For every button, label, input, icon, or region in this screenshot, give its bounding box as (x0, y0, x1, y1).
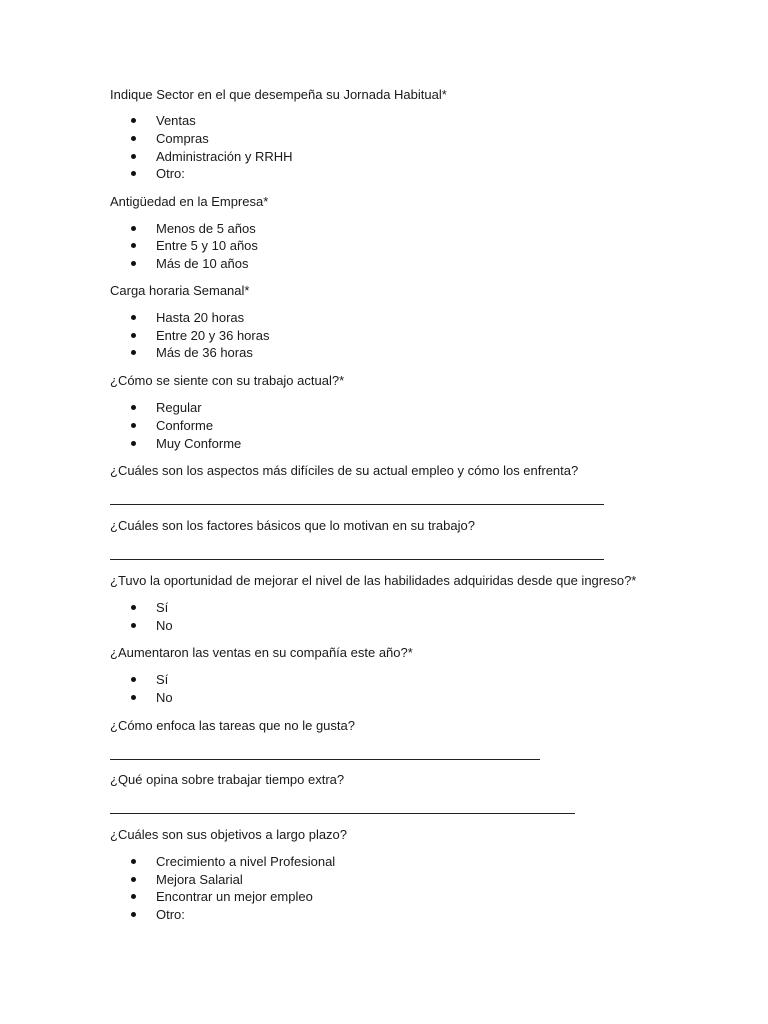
option-administracion[interactable]: Administración y RRHH (156, 149, 293, 164)
option-ventas[interactable]: Ventas (156, 113, 196, 128)
option-no[interactable]: No (156, 690, 173, 705)
question-antiguedad: Antigüedad en la Empresa* (110, 194, 269, 209)
bullet-icon (131, 605, 136, 610)
option-conforme[interactable]: Conforme (156, 418, 214, 433)
question-sector: Indique Sector en el que desempeña su Jornada Habitual* (110, 87, 447, 102)
bullet-icon (131, 154, 136, 159)
bullet-icon (131, 261, 136, 266)
bullet-icon (131, 859, 136, 864)
question-objetivos: ¿Cuáles son sus objetivos a largo plazo? (110, 827, 348, 842)
bullet-icon (131, 315, 136, 320)
option-si[interactable]: Sí (156, 600, 169, 615)
bullet-icon (131, 623, 136, 628)
option-mas-10[interactable]: Más de 10 años (156, 256, 249, 271)
option-mas-36[interactable]: Más de 36 horas (156, 345, 253, 360)
question-tiempo-extra: ¿Qué opina sobre trabajar tiempo extra? (110, 772, 345, 787)
bullet-icon (131, 350, 136, 355)
option-regular[interactable]: Regular (156, 400, 202, 415)
answer-line-enfoca[interactable] (110, 759, 540, 760)
option-no[interactable]: No (156, 618, 173, 633)
option-mejor-empleo[interactable]: Encontrar un mejor empleo (156, 889, 313, 904)
question-factores-motivan: ¿Cuáles son los factores básicos que lo motivan en su trabajo? (110, 518, 475, 533)
question-oportunidad-mejorar: ¿Tuvo la oportunidad de mejorar el nivel de las habilidades adquiridas desde que ingreso?* (110, 573, 637, 588)
bullet-icon (131, 333, 136, 338)
option-crecimiento[interactable]: Crecimiento a nivel Profesional (156, 854, 336, 869)
option-mejora-salarial[interactable]: Mejora Salarial (156, 872, 243, 887)
bullet-icon (131, 441, 136, 446)
option-menos-5[interactable]: Menos de 5 años (156, 221, 256, 236)
option-otro[interactable]: Otro: (156, 907, 185, 922)
bullet-icon (131, 171, 136, 176)
bullet-icon (131, 118, 136, 123)
option-entre-20-36[interactable]: Entre 20 y 36 horas (156, 328, 270, 343)
bullet-icon (131, 405, 136, 410)
answer-line-factores[interactable] (110, 559, 604, 560)
bullet-icon (131, 695, 136, 700)
question-carga-horaria: Carga horaria Semanal* (110, 283, 250, 298)
bullet-icon (131, 912, 136, 917)
option-si[interactable]: Sí (156, 672, 169, 687)
bullet-icon (131, 136, 136, 141)
question-aumentaron-ventas: ¿Aumentaron las ventas en su compañía este año?* (110, 645, 413, 660)
bullet-icon (131, 423, 136, 428)
bullet-icon (131, 877, 136, 882)
bullet-icon (131, 226, 136, 231)
option-otro[interactable]: Otro: (156, 166, 185, 181)
answer-line-tiempo-extra[interactable] (110, 813, 575, 814)
option-muy-conforme[interactable]: Muy Conforme (156, 436, 242, 451)
option-hasta-20[interactable]: Hasta 20 horas (156, 310, 245, 325)
option-entre-5-10[interactable]: Entre 5 y 10 años (156, 238, 258, 253)
bullet-icon (131, 677, 136, 682)
answer-line-aspectos[interactable] (110, 504, 604, 505)
question-enfoca-tareas: ¿Cómo enfoca las tareas que no le gusta? (110, 718, 355, 733)
bullet-icon (131, 243, 136, 248)
question-como-se-siente: ¿Cómo se siente con su trabajo actual?* (110, 373, 345, 388)
question-aspectos-dificiles: ¿Cuáles son los aspectos más difíciles de su actual empleo y cómo los enfrenta? (110, 463, 579, 478)
option-compras[interactable]: Compras (156, 131, 209, 146)
bullet-icon (131, 894, 136, 899)
